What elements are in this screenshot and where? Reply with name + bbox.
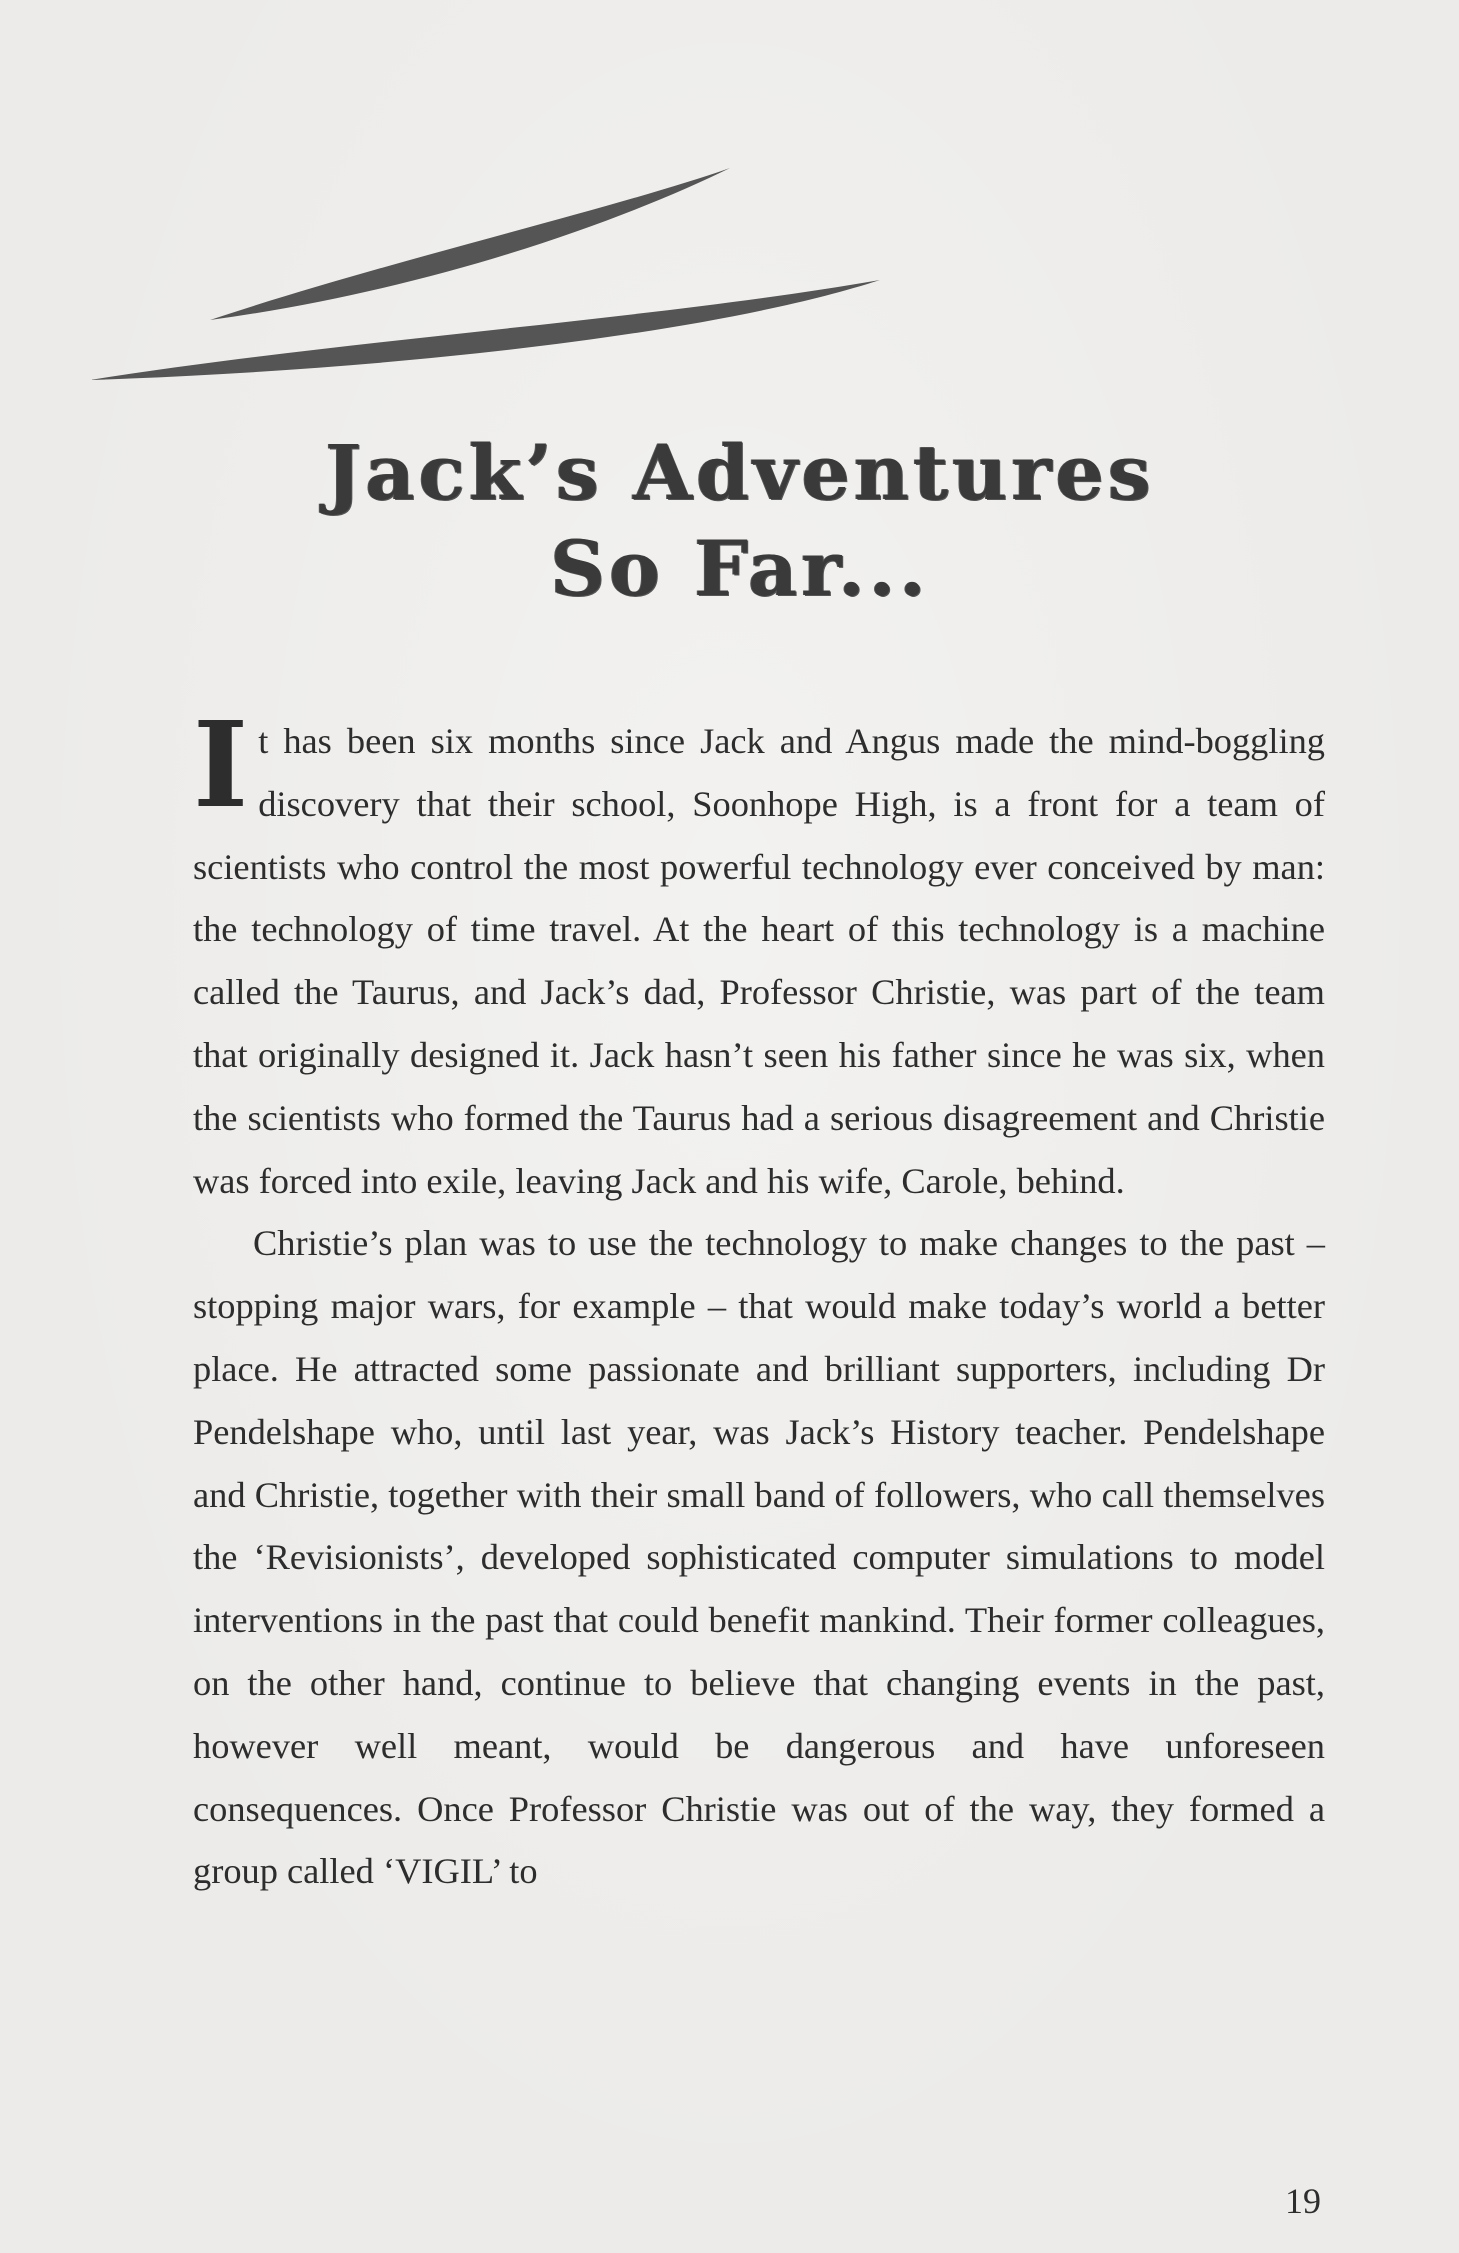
chapter-title-line1: Jack’s Adventures: [325, 428, 1155, 517]
decorative-swoosh-icon: [90, 150, 910, 400]
drop-cap: I: [193, 695, 249, 834]
paragraph-2: Christie’s plan was to use the technology to make changes to the past – stopping major wars, for example – that would make today’s world a better place. He attracted some passionate and brilliant supporters, including Dr Pendelshape who, until last year, was Jack’s History teacher. Pendelshape and Christie, together with their small band of followers, who call themselves the ‘Revisionists’, developed sophisticated computer simulations to model interventions in the past that could benefit mankind. Their former colleagues, on the other hand, continue to believe that changing events in the past, however well meant, would be dangerous and have unforeseen consequences. Once Professor Christie was out of the way, they formed a group called ‘VIGIL’ to: [193, 1223, 1325, 1892]
chapter-title: [140, 425, 1340, 617]
chapter-body: [193, 695, 1325, 1903]
chapter-title-line2: So Far...: [550, 524, 930, 613]
paragraph-1-text: t has been six months since Jack and Angus made the mind-boggling discovery that their school, Soonhope High, is a front for a team of scientists who control the most powerful technology ever conceived by man: the technology of time travel. At the heart of this technology is a machine called the Taurus, and Jack’s dad, Professor Christie, was part of the team that originally designed it. Jack hasn’t seen his father since he was six, when the scientists who formed the Taurus had a serious disagreement and Christie was forced into exile, leaving Jack and his wife, Carole, behind.: [193, 721, 1325, 1201]
page-number: 19: [1285, 2181, 1321, 2221]
paragraph-1: [193, 695, 1325, 1212]
